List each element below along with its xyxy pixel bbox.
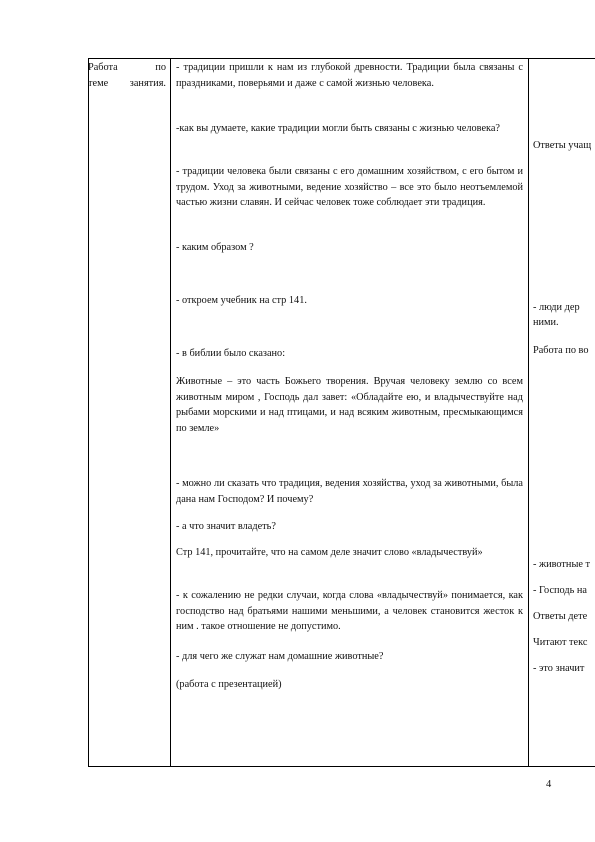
teacher-text-read: Стр 141, прочитайте, что на самом деле значит слово «владычествуй» — [176, 547, 483, 558]
section-label — [88, 60, 166, 91]
teacher-text-household: - традиции человека были связаны с его домашним хозяйством, с его бытом и трудом. Уход за животными, ведение хозяйство – все это было неотъемлемой частью жизни славян. И сейчас человек тоже соблюдает эти традиция. — [176, 166, 523, 208]
table-bottom-border — [88, 766, 595, 767]
column-divider-1 — [170, 58, 171, 767]
teacher-question-how: - каким образом ? — [176, 242, 254, 253]
section-label-line-2: теме занятия. — [88, 77, 166, 89]
section-label-line-1: Работа по — [88, 62, 166, 73]
teacher-text-textbook: - откроем учебник на стр 141. — [176, 295, 307, 306]
teacher-text-presentation: (работа с презентацией) — [176, 679, 282, 690]
student-answer-people-cont: ними. — [533, 317, 559, 328]
student-answer-means: - это значит — [533, 663, 585, 674]
teacher-question-own: - а что значит владеть? — [176, 521, 276, 532]
teacher-text-traditions: - традиции пришли к нам из глубокой древности. Традиции была связаны с праздниками, поверьями и даже с самой жизнью человека. — [176, 62, 523, 89]
teacher-text-cruelty: - к сожалению не редки случаи, когда слова «владычествуй» понимается, как господство над братьями нашими меньшими, а человек становится жесток к ним . такое отношение не допустимо. — [176, 590, 523, 632]
student-answer-animals: - животные т — [533, 559, 591, 570]
table-top-border — [88, 58, 595, 59]
student-work-questions: Работа по во — [533, 345, 589, 356]
teacher-text-bible: - в библии было сказано: — [176, 348, 286, 359]
teacher-question-pets: - для чего же служат нам домашние животные? — [176, 651, 384, 662]
children-answers: Ответы дете — [533, 611, 588, 622]
student-answer-lord: - Господь на — [533, 585, 587, 596]
table-left-border — [88, 58, 89, 767]
student-answers-1: Ответы учащ — [533, 140, 592, 151]
column-divider-2 — [528, 58, 529, 767]
students-read-text: Читают текс — [533, 637, 588, 648]
teacher-question-tradition-given: - можно ли сказать что традиция, ведения хозяйства, уход за животными, была дана нам Господом? И почему? — [176, 478, 523, 505]
teacher-question-traditions: -как вы думаете, какие традиции могли быть связаны с жизнью человека? — [176, 123, 500, 134]
page-number: 4 — [546, 779, 552, 790]
bible-quote: Животные – это часть Божьего творения. Вручая человеку землю со всем животным миром , Господь дал завет: «Обладайте ею, и владычествуйте над рыбами морскими и над птицами, и над всяким животным, пресмыкающимся по земле» — [176, 376, 523, 434]
student-answer-people: - люди дер — [533, 302, 580, 313]
